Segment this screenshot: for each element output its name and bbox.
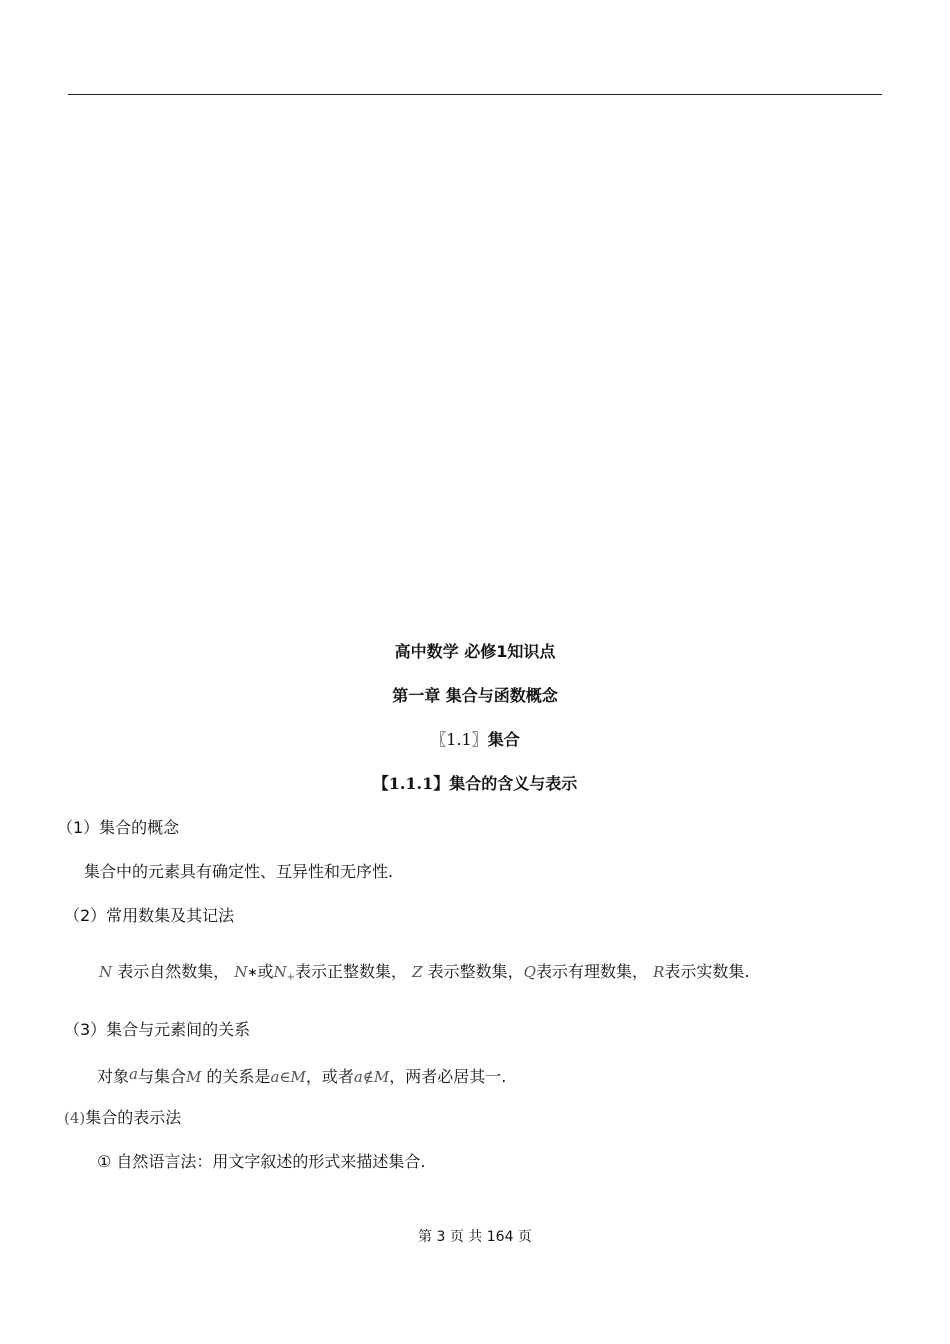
relation-is-text: 的关系是 [201,1067,271,1086]
star-marker: ∗ [247,965,258,979]
relation-set-text: 与集合 [137,1067,186,1086]
plus-subscript: + [286,972,296,983]
rationals-symbol: Q [523,963,536,981]
concept-text [84,861,393,883]
notation-heading [64,1107,181,1129]
relation-heading-text: （3）集合与元素间的关系 [64,1020,251,1039]
integers-symbol: Z [412,963,423,981]
reals-text: 表示实数集. [664,962,750,981]
number-sets-heading-text: （2）常用数集及其记法 [64,906,235,925]
natural-numbers-text: 表示自然数集， [112,962,230,981]
relation-or-text: ，或者 [305,1067,354,1086]
concept-heading [57,817,179,839]
relation-object-text: 对象 [97,1067,130,1086]
positive-int-symbol-plus: N [273,963,287,981]
notation-heading-number: (4) [64,1109,86,1127]
number-sets-line [99,961,749,989]
integers-text: 表示整数集， [422,962,524,981]
subsection-number: 【1.1.1】 [372,774,450,793]
section-title [0,729,950,751]
notation-method-1 [97,1151,426,1173]
set-m-symbol: M [185,1068,202,1086]
positive-int-text: 表示正整数集， [295,962,408,981]
section-number: 〖1.1〗 [430,730,488,749]
natural-numbers-symbol: N [99,963,113,981]
subsection-name: 集合的含义与表示 [449,774,578,793]
subsection-title [0,773,950,795]
document-title [0,641,950,663]
notation-method-1-text: ① 自然语言法：用文字叙述的形式来描述集合. [97,1152,426,1171]
relation-end-text: ，两者必居其一. [389,1067,507,1086]
header-rule [68,94,882,95]
concept-text-body: 集合中的元素具有确定性、互异性和无序性. [84,862,394,881]
number-sets-heading [64,905,234,927]
not-belongs-expression: a∉M [353,1068,390,1086]
rationals-text: 表示有理数集， [535,962,648,981]
notation-heading-text: 集合的表示法 [85,1108,182,1127]
chapter-title [0,685,950,707]
or-text: 或 [257,962,274,981]
concept-heading-text: （1）集合的概念 [57,818,180,837]
document-title-text: 高中数学 必修1知识点 [394,642,556,661]
section-name: 集合 [487,730,520,749]
element-a-symbol: a [129,1065,138,1083]
belongs-expression: a∈M [270,1068,306,1086]
page-number: 第 3 页 共 164 页 [418,1229,532,1245]
relation-heading [64,1019,250,1041]
chapter-title-text: 第一章 集合与函数概念 [392,686,558,705]
relation-line [97,1063,506,1088]
reals-symbol: R [653,963,665,981]
positive-int-symbol-star: N [234,963,248,981]
page-footer [0,1227,950,1247]
